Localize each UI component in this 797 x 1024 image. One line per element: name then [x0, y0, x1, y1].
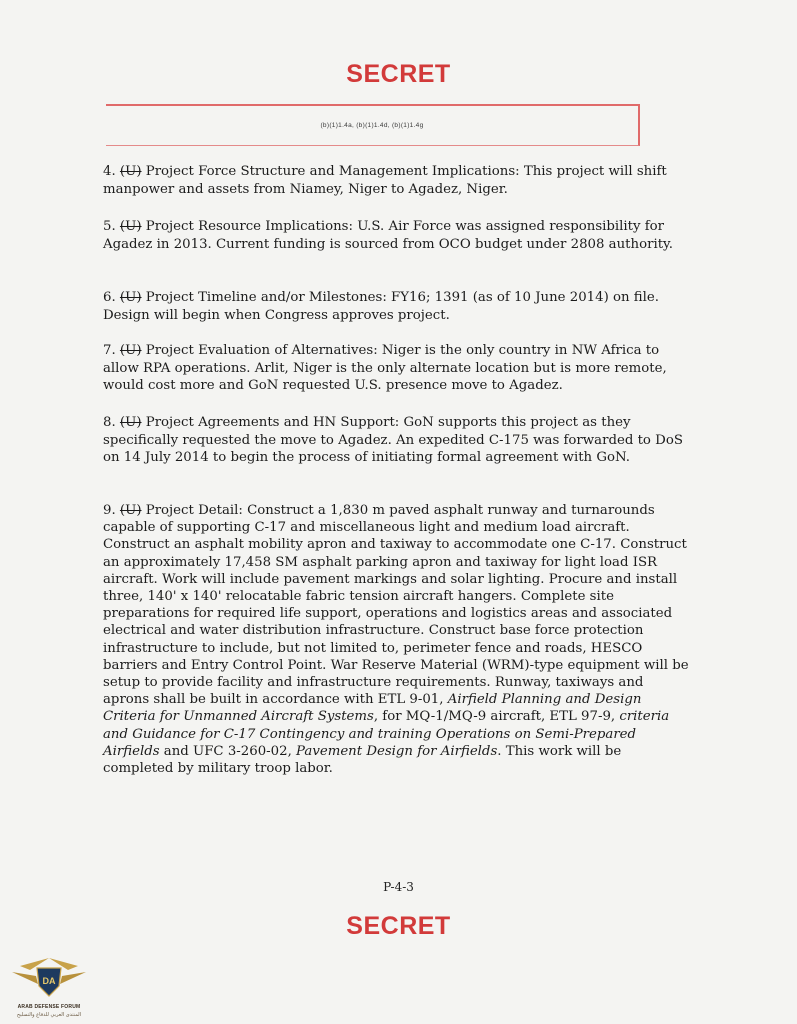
reference-title-etl-97-9: criteria and Guidance for C-17 Contingency and training Operations on Semi-Prepared Airfields	[103, 709, 670, 759]
paragraph-text: Project Evaluation of Alternatives: Niger is the only country in NW Africa to allow RPA operations. Arlit, Niger is the only alternate location but is more remote, would cost more and GoN requested U.S. presence move to Agadez.	[103, 343, 667, 393]
paragraph-number: 9.	[103, 503, 116, 518]
reference-title-ufc: Pavement Design for Airfields	[296, 743, 498, 759]
paragraph-text: . This work will be completed by military troop labor.	[103, 743, 622, 777]
paragraph-text: Project Force Structure and Management Implications: This project will shift manpower and assets from Niamey, Niger to Agadez, Niger.	[103, 164, 667, 197]
paragraph-text: , for MQ-1/MQ-9 aircraft, ETL 97-9,	[373, 709, 620, 725]
reference-title-etl-9-01: Airfield Planning and Design Criteria for Unmanned Aircraft Systems	[103, 692, 642, 725]
paragraph-number: 4.	[103, 164, 116, 179]
classification-marking: (U)	[119, 164, 142, 179]
paragraph-7	[103, 342, 693, 395]
paragraph-number: 5.	[103, 219, 116, 234]
paragraph-text: Project Agreements and HN Support: GoN supports this project as they specifically requested the move to Agadez. An expedited C-175 was forwarded to DoS on 14 July 2014 to begin the process of initiating formal agreement with GoN.	[103, 415, 683, 465]
page-number: P-4-3	[383, 880, 414, 894]
redaction-code: (b)(1)1.4a, (b)(1)1.4d, (b)(1)1.4g	[320, 122, 424, 129]
classification-marking: (U)	[119, 219, 142, 234]
classification-footer: SECRET	[346, 912, 451, 940]
watermark-logo	[8, 954, 90, 1020]
paragraph-8	[103, 414, 693, 467]
classification-marking: (U)	[119, 343, 142, 358]
watermark-subtitle: المنتدى العربي للدفاع والتسليح	[16, 1012, 82, 1018]
classification-header: SECRET	[346, 60, 451, 88]
paragraph-5	[103, 218, 693, 253]
paragraph-number: 6.	[103, 290, 116, 305]
paragraph-text: Project Timeline and/or Milestones: FY16; 1391 (as of 10 June 2014) on file. Design will begin when Congress approves project.	[103, 290, 660, 323]
classification-marking: (U)	[119, 503, 142, 518]
redaction-box	[106, 104, 640, 146]
classification-marking: (U)	[119, 415, 142, 430]
paragraph-text: Project Detail: Construct a 1,830 m paved asphalt runway and turnarounds capable of supporting C-17 and miscellaneous light and medium load aircraft. Construct an asphalt mobility apron and taxiway to accommodate one C-17. Construct an approximately 17,458 SM asphalt parking apron and taxiway for light load ISR aircraft. Work will include pavement markings and solar lighting. Procure and install three, 140' x 140' relocatable fabric tension aircraft hangers. Complete site preparations for required life support, operations and logistics areas and associated electrical and water distribution infrastructure. Construct base force protection infrastructure to include, but not limited to, perimeter fence and roads, HESCO barriers and Entry Control Point. War Reserve Material (WRM)-type equipment will be setup to provide facility and infrastructure requirements. Runway, taxiways and aprons shall be built in accordance with ETL 9-01,	[103, 503, 689, 708]
paragraph-number: 7.	[103, 343, 116, 358]
paragraph-4	[103, 163, 693, 198]
paragraph-text: Project Resource Implications: U.S. Air Force was assigned responsibility for Agadez in 2013. Current funding is sourced from OCO budget under 2808 authority.	[103, 219, 674, 252]
paragraph-number: 8.	[103, 415, 116, 430]
logo-initials: DA	[42, 976, 56, 986]
forum-emblem-icon	[8, 954, 90, 1004]
paragraph-6	[103, 289, 693, 324]
paragraph-text: and UFC 3-260-02,	[159, 743, 297, 759]
classification-marking: (U)	[119, 290, 142, 305]
paragraph-9	[103, 502, 693, 777]
watermark-title: ARAB DEFENSE FORUM	[17, 1004, 81, 1010]
